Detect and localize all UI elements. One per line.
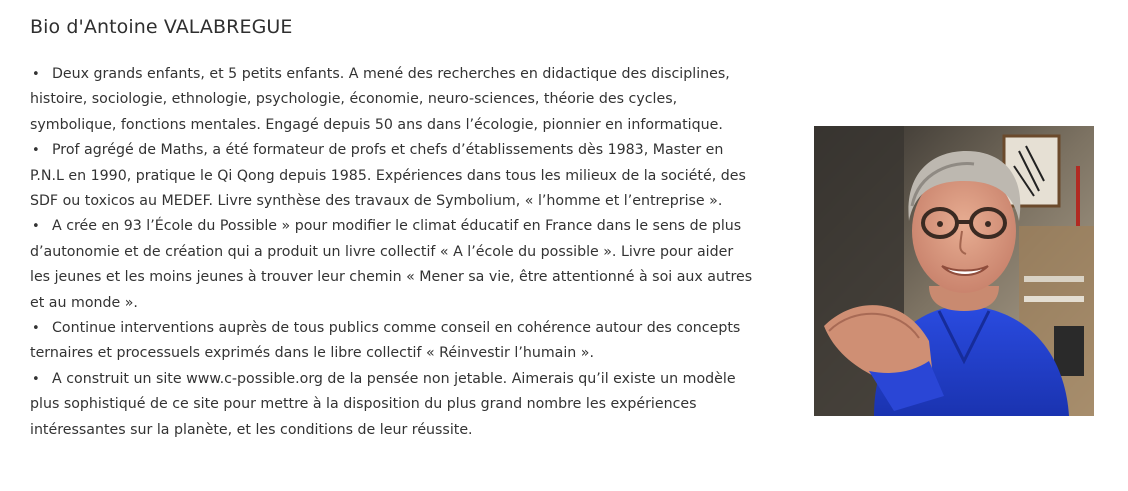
- bio-list-item: [30, 214, 755, 316]
- bio-item-text: Prof agrégé de Maths, a été formateur de profs et chefs d’établissements dès 1983, Master en P.N.L en 1990, pratique le Qi Qong depuis 1985. Expériences dans tous les milieux de la société, des SDF ou toxicos au MEDEF. Livre synthèse des travaux de Symbolium, « l’homme et l’entreprise ».: [30, 142, 746, 210]
- bio-list: [30, 62, 755, 443]
- bullet-icon: •: [32, 67, 40, 82]
- bullet-icon: •: [32, 219, 40, 235]
- bio-list-item: [30, 62, 755, 138]
- bio-item-text: Deux grands enfants, et 5 petits enfants. A mené des recherches en didactique des disciplines, histoire, sociologie, ethnologie, psychologie, économie, neuro-sciences, théorie des cycles, symbolique, fonctions mentales. Engagé depuis 50 ans dans l’écologie, pionnier en informatique.: [30, 66, 730, 133]
- bio-list-item: [30, 367, 755, 443]
- bio-list-item: [30, 138, 755, 214]
- bullet-icon: •: [32, 321, 40, 337]
- bio-item-text: A crée en 93 l’École du Possible » pour modifier le climat éducatif en France dans le sens de plus d’autonomie et de création qui a produit un livre collectif « A l’école du possible ». Livre pour aider les jeunes et les moins jeunes à trouver leur chemin « Mener sa vie, être attentionné à soi aux autres et au monde ».: [30, 218, 753, 311]
- bio-item-text: A construit un site www.c-possible.org de la pensée non jetable. Aimerais qu’il existe un modèle plus sophistiqué de ce site pour mettre à la disposition du plus grand nombre les expériences intéressantes sur la planète, et les conditions de leur réussite.: [30, 370, 736, 438]
- bullet-icon: •: [32, 143, 40, 159]
- bio-list-item: [30, 316, 755, 367]
- portrait-photo: [814, 126, 1094, 416]
- bio-item-text: Continue interventions auprès de tous publics comme conseil en cohérence autour des concepts ternaires et processuels exprimés dans le libre collectif « Réinvestir l’humain ».: [30, 320, 741, 362]
- bullet-icon: •: [32, 371, 40, 387]
- bio-title: Bio d'Antoine VALABREGUE: [30, 16, 293, 38]
